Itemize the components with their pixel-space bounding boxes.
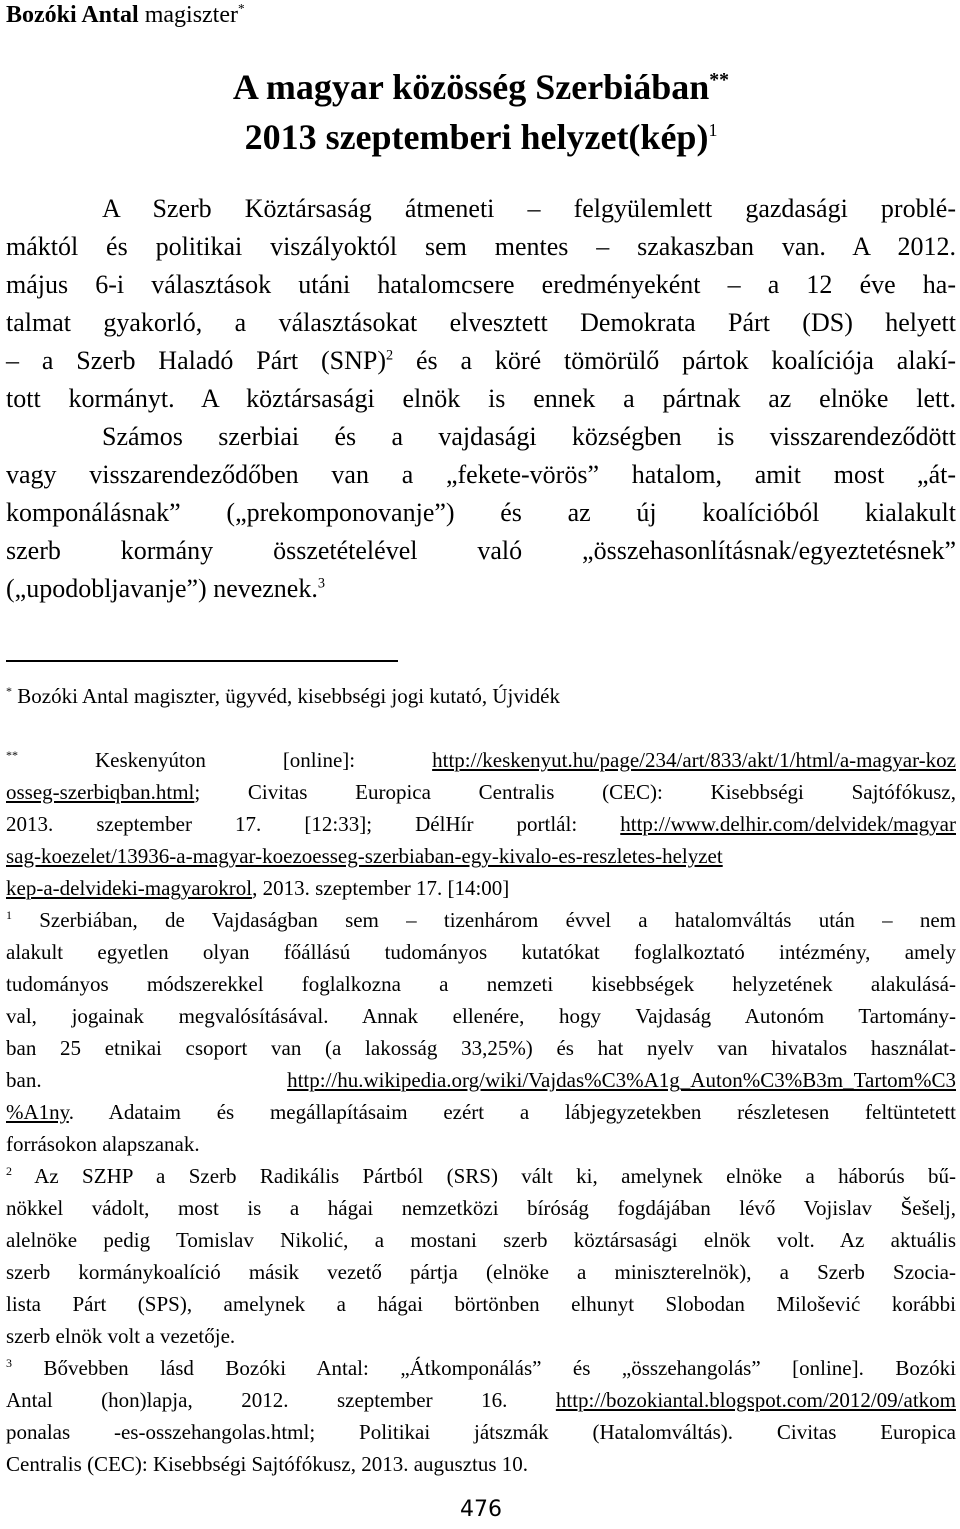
title-footnote-mark-2: 1	[708, 120, 718, 140]
footnote-1-line	[6, 1100, 956, 1125]
body-text: („upodobljavanje”) neveznek.	[6, 574, 318, 603]
document-page	[6, 0, 956, 1529]
body-line: talmat gyakorló, a választásokat elvesztett Demokrata Párt (DS) helyett	[6, 308, 956, 337]
footnote-mark: 1	[6, 908, 12, 922]
body-line	[6, 346, 956, 376]
footnote-1-line: tudományos módszerekkel foglalkozna a nemzeti kisebbségek helyzetének alakulásá-	[6, 972, 956, 996]
footnote-text: Az SZHP a Szerb Radikális Pártból (SRS) vált ki, amelynek elnöke a háborús bű-	[12, 1164, 956, 1188]
footnote-star	[6, 684, 956, 709]
footnote-dstar-line	[6, 876, 956, 901]
author-name: Bozóki Antal	[6, 2, 139, 28]
body-line	[6, 574, 956, 604]
footnote-text: Keskenyúton [online]:	[18, 748, 433, 772]
footnote-text: ban.	[6, 1068, 288, 1092]
footnote-text: Antal (hon)lapja, 2012. szeptember 16.	[6, 1388, 556, 1412]
body-text: – a Szerb Haladó Párt (SNP)	[6, 346, 386, 375]
footnote-ref-3: 3	[317, 575, 326, 592]
footnote-1-line: ban 25 etnikai csoport van (a lakosság 33,25%) és hat nyelv van hivatalos használat-	[6, 1036, 956, 1060]
body-line: szerb kormány összetételével való „összehasonlításnak/egyeztetésnek”	[6, 536, 956, 565]
wikipedia-link[interactable]: http://hu.wikipedia.org/wiki/Vajdas%C3%A1g_Auton%C3%B3m_Tartom%C3	[287, 1068, 956, 1092]
body-line: komponálásnak” („prekomponovanje”) és az új koalícióból kialakult	[6, 498, 956, 527]
footnote-text: ; Civitas Europica Centralis (CEC): Kisebbségi Sajtófókusz,	[194, 780, 956, 804]
footnote-2-line	[6, 1164, 956, 1189]
keskenyut-link[interactable]: http://keskenyut.hu/page/234/art/833/akt/1/html/a-magyar-koz	[432, 748, 956, 772]
footnote-2-line: lista Párt (SPS), amelynek a hágai börtönben elhunyt Slobodan Milošević korábbi	[6, 1292, 956, 1316]
footnote-1-line: val, jogainak megvalósításával. Annak ellenére, hogy Vajdaság Autonóm Tartomány-	[6, 1004, 956, 1028]
footnote-dstar-line	[6, 748, 956, 773]
body-line: Számos szerbiai és a vajdasági községben is visszarendeződött	[102, 422, 956, 451]
title-footnote-mark-1: **	[709, 69, 730, 91]
footnote-3-line	[6, 1356, 956, 1381]
author-footnote-mark: *	[238, 1, 245, 16]
footnote-1-line: alakult egyetlen olyan főállású tudományos kutatókat foglalkoztató intézmény, amely	[6, 940, 956, 964]
wikipedia-link[interactable]: %A1ny	[6, 1100, 69, 1124]
footnote-dstar-line	[6, 844, 956, 869]
footnote-text: 2013. szeptember 17. [12:33]; DélHír portlál:	[6, 812, 621, 836]
body-line: tott kormányt. A köztársasági elnök is ennek a pártnak az elnöke lett.	[6, 384, 956, 413]
title-line-2	[6, 116, 956, 158]
title-text-1: A magyar közösség Szerbiában	[232, 67, 710, 107]
footnote-mark: 3	[6, 1356, 12, 1370]
footnote-mark: 2	[6, 1164, 12, 1178]
footnote-text: , 2013. szeptember 17. [14:00]	[252, 876, 510, 900]
footnote-text: Bozóki Antal magiszter, ügyvéd, kisebbségi jogi kutató, Újvidék	[12, 684, 560, 708]
footnote-ref-2: 2	[386, 347, 394, 364]
body-line: május 6-i választások utáni hatalomcsere eredményeként – a 12 éve ha-	[6, 270, 956, 299]
delhir-link[interactable]: kep-a-delvideki-magyarokrol	[6, 876, 253, 900]
blogspot-link[interactable]: http://bozokiantal.blogspot.com/2012/09/atkom	[555, 1388, 956, 1412]
delhir-link[interactable]: http://www.delhir.com/delvidek/magyar	[620, 812, 956, 836]
body-line: vagy visszarendeződőben van a „fekete-vörös” hatalom, amit most „át-	[6, 460, 956, 489]
title-line-1	[6, 66, 956, 108]
footnote-text: . Adataim és megállapításaim ezért a lábjegyzetekben részletesen feltüntetett	[68, 1100, 956, 1124]
keskenyut-link[interactable]: osseg-szerbiqban.html	[6, 780, 195, 804]
footnote-3-line: Centralis (CEC): Kisebbségi Sajtófókusz, 2013. augusztus 10.	[6, 1452, 529, 1476]
footnote-text: Bővebben lásd Bozóki Antal: „Átkomponálás” és „összehangolás” [online]. Bozóki	[12, 1356, 956, 1380]
body-line: máktól és politikai viszályoktól sem mentes – szakaszban van. A 2012.	[6, 232, 956, 261]
footnote-separator	[6, 660, 398, 662]
footnote-mark: **	[6, 748, 18, 762]
footnote-1-line	[6, 1068, 956, 1093]
footnote-3-line: ponalas -es-osszehangolas.html; Politikai játszmák (Hatalomváltás). Civitas Europica	[6, 1420, 956, 1444]
footnote-1-line	[6, 908, 956, 933]
footnote-2-line: alelnöke pedig Tomislav Nikolić, a mostani szerb köztársasági elnök volt. Az aktuális	[6, 1228, 956, 1252]
footnote-dstar-line	[6, 812, 956, 837]
footnote-mark: *	[6, 684, 12, 698]
body-line: A Szerb Köztársaság átmeneti – felgyülemlett gazdasági problé-	[102, 194, 956, 223]
footnote-3-line	[6, 1388, 956, 1413]
delhir-link[interactable]: sag-koezelet/13936-a-magyar-koezoesseg-szerbiaban-egy-kivalo-es-reszletes-helyzet	[6, 844, 723, 868]
author-line	[6, 2, 245, 29]
page-number: 476	[460, 1497, 502, 1522]
footnote-1-line: forrásokon alapszanak.	[6, 1132, 200, 1156]
footnote-2-line: nökkel vádolt, most is a hágai nemzetközi bíróság fogdájában lévő Vojislav Šešelj,	[6, 1196, 956, 1220]
footnote-text: Szerbiában, de Vajdaságban sem – tizenhárom évvel a hatalomváltás után – nem	[12, 908, 956, 932]
footnote-2-line: szerb kormánykoalíció másik vezető pártja (elnöke a miniszterelnök), a Szerb Szocia-	[6, 1260, 956, 1284]
footnote-dstar-line	[6, 780, 956, 805]
author-title: magiszter	[138, 2, 238, 28]
body-text: és a köré tömörülő pártok koalíciója alakí-	[393, 346, 956, 375]
title-text-2: 2013 szeptemberi helyzet(kép)	[244, 117, 709, 157]
footnote-2-line: szerb elnök volt a vezetője.	[6, 1324, 236, 1348]
